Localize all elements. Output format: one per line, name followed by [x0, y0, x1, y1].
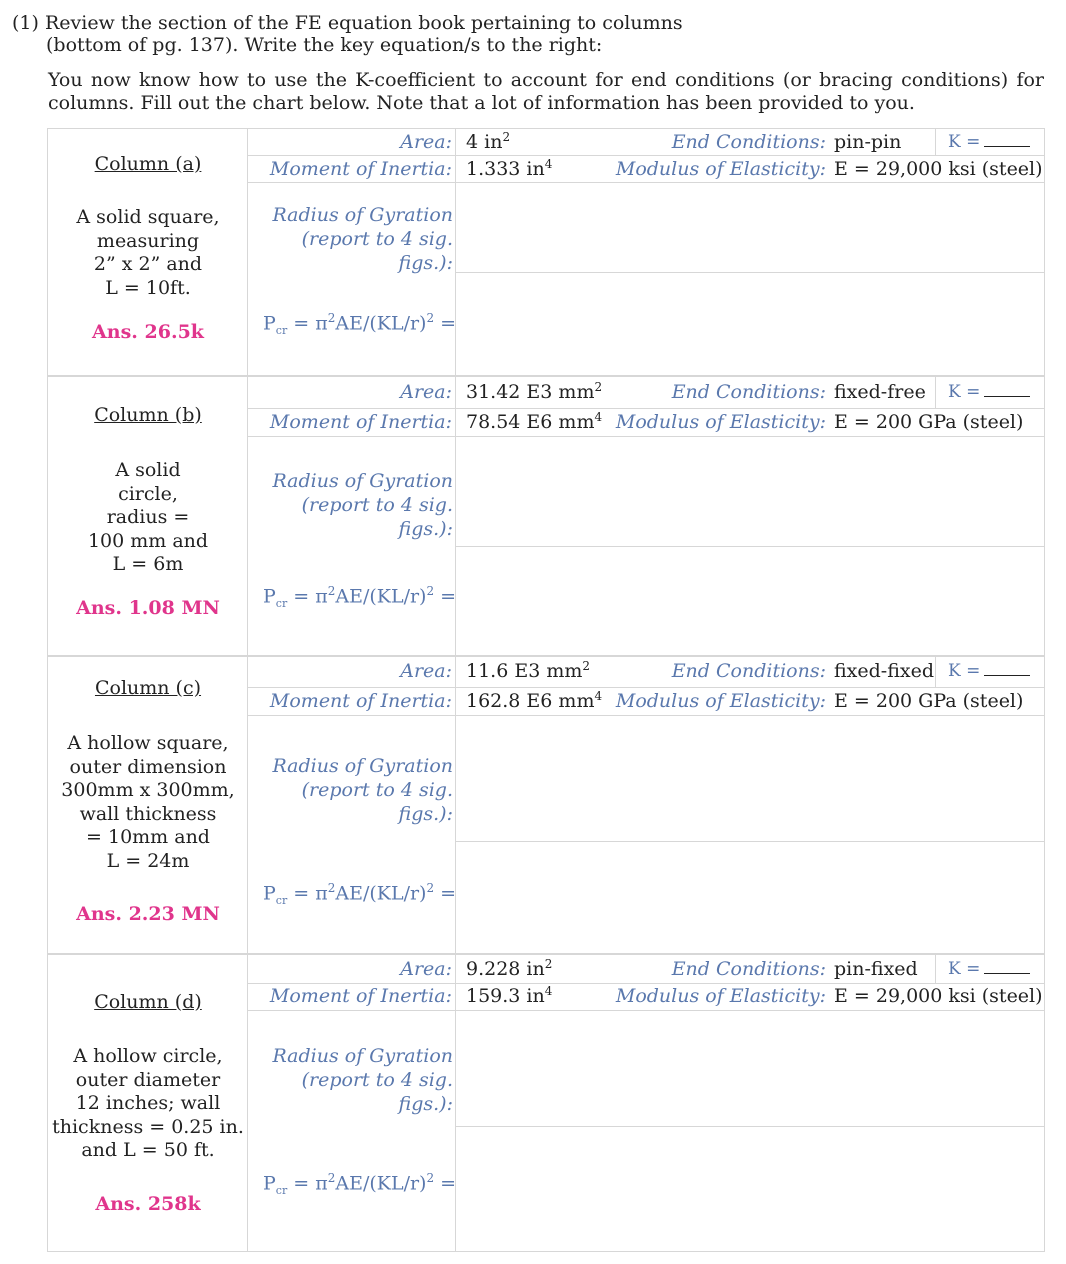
end-conditions-label: End Conditions:	[671, 660, 826, 682]
moment-value: 159.3 $in^4$	[466, 984, 553, 1007]
area-value: 11.6 E3 $mm^2$	[466, 659, 591, 682]
gyration-label: Radius of Gyration (report to 4 sig. figs.):	[272, 1045, 453, 1115]
question-line-2: (bottom of pg. 137). Write the key equation/s to the right:	[46, 34, 603, 56]
k-field[interactable]: K =	[948, 382, 1030, 402]
answer-label: Ans. 2.23 MN	[76, 903, 220, 925]
answer-label: Ans. 1.08 MN	[76, 597, 220, 619]
column-d-block	[47, 954, 1045, 1252]
pcr-formula: $P_{cr} = \pi^2AE/(KL/r)^2$ =	[263, 311, 457, 338]
instructions-paragraph: You now know how to use the K-coefficient to account for end conditions (or bracing conditions) for columns. Fill out the chart below. Note that a lot of information has been provided to you.	[48, 69, 1044, 114]
column-a-block	[47, 128, 1045, 376]
moment-value: 78.54 E6 $mm^4$	[466, 410, 603, 433]
modulus-value: E = 200 GPa (steel)	[834, 690, 1024, 712]
area-value: 4 $in^2$	[466, 130, 511, 153]
end-conditions-value: fixed-free	[834, 381, 926, 403]
answer-label: Ans. 258k	[95, 1193, 201, 1215]
column-title: Column (c)	[94, 677, 202, 699]
moment-label: Moment of Inertia:	[269, 985, 452, 1007]
modulus-label: Modulus of Elasticity:	[615, 985, 826, 1007]
column-title: Column (d)	[94, 991, 202, 1013]
area-label: Area:	[400, 131, 452, 153]
answer-label: Ans. 26.5k	[92, 321, 204, 343]
column-description: A solid circle, radius = 100 mm and L = 6m	[87, 459, 209, 575]
moment-label: Moment of Inertia:	[269, 158, 452, 180]
pcr-formula: $P_{cr} = \pi^2AE/(KL/r)^2$ =	[263, 881, 457, 908]
modulus-value: E = 29,000 ksi (steel)	[834, 158, 1043, 180]
gyration-label: Radius of Gyration (report to 4 sig. figs.):	[272, 204, 453, 274]
pcr-formula: $P_{cr} = \pi^2AE/(KL/r)^2$ =	[263, 1171, 457, 1198]
modulus-value: E = 200 GPa (steel)	[834, 411, 1024, 433]
gyration-label: Radius of Gyration (report to 4 sig. figs.):	[272, 470, 453, 540]
column-description: A hollow circle, outer diameter 12 inches; wall thickness = 0.25 in. and L = 50 ft.	[52, 1045, 244, 1161]
column-title: Column (a)	[94, 153, 202, 175]
area-value: 9.228 $in^2$	[466, 957, 553, 980]
column-title: Column (b)	[94, 404, 202, 426]
modulus-label: Modulus of Elasticity:	[615, 690, 826, 712]
question-line-1: (1) Review the section of the FE equation book pertaining to columns	[12, 12, 683, 34]
area-label: Area:	[400, 958, 452, 980]
end-conditions-label: End Conditions:	[671, 131, 826, 153]
moment-value: 1.333 $in^4$	[466, 157, 553, 180]
end-conditions-value: pin-pin	[834, 131, 902, 153]
k-field[interactable]: K =	[948, 959, 1030, 979]
moment-label: Moment of Inertia:	[269, 411, 452, 433]
area-label: Area:	[400, 660, 452, 682]
column-description: A solid square, measuring 2” x 2” and L = 10ft.	[76, 206, 220, 299]
question-intro	[12, 12, 1052, 56]
area-label: Area:	[400, 381, 452, 403]
k-field[interactable]: K =	[948, 132, 1030, 152]
end-conditions-label: End Conditions:	[671, 381, 826, 403]
end-conditions-value: pin-fixed	[834, 958, 918, 980]
area-value: 31.42 E3 $mm^2$	[466, 380, 603, 403]
pcr-formula: $P_{cr} = \pi^2AE/(KL/r)^2$ =	[263, 584, 457, 611]
k-field[interactable]: K =	[948, 661, 1030, 681]
moment-label: Moment of Inertia:	[269, 690, 452, 712]
column-c-block	[47, 656, 1045, 954]
gyration-label: Radius of Gyration (report to 4 sig. figs.):	[272, 755, 453, 825]
modulus-label: Modulus of Elasticity:	[615, 158, 826, 180]
modulus-value: E = 29,000 ksi (steel)	[834, 985, 1043, 1007]
end-conditions-value: fixed-fixed	[834, 660, 935, 682]
moment-value: 162.8 E6 $mm^4$	[466, 689, 603, 712]
modulus-label: Modulus of Elasticity:	[615, 411, 826, 433]
column-b-block	[47, 376, 1045, 656]
column-description: A hollow square, outer dimension 300mm x 300mm, wall thickness = 10mm and L = 24m	[61, 732, 235, 872]
end-conditions-label: End Conditions:	[671, 958, 826, 980]
